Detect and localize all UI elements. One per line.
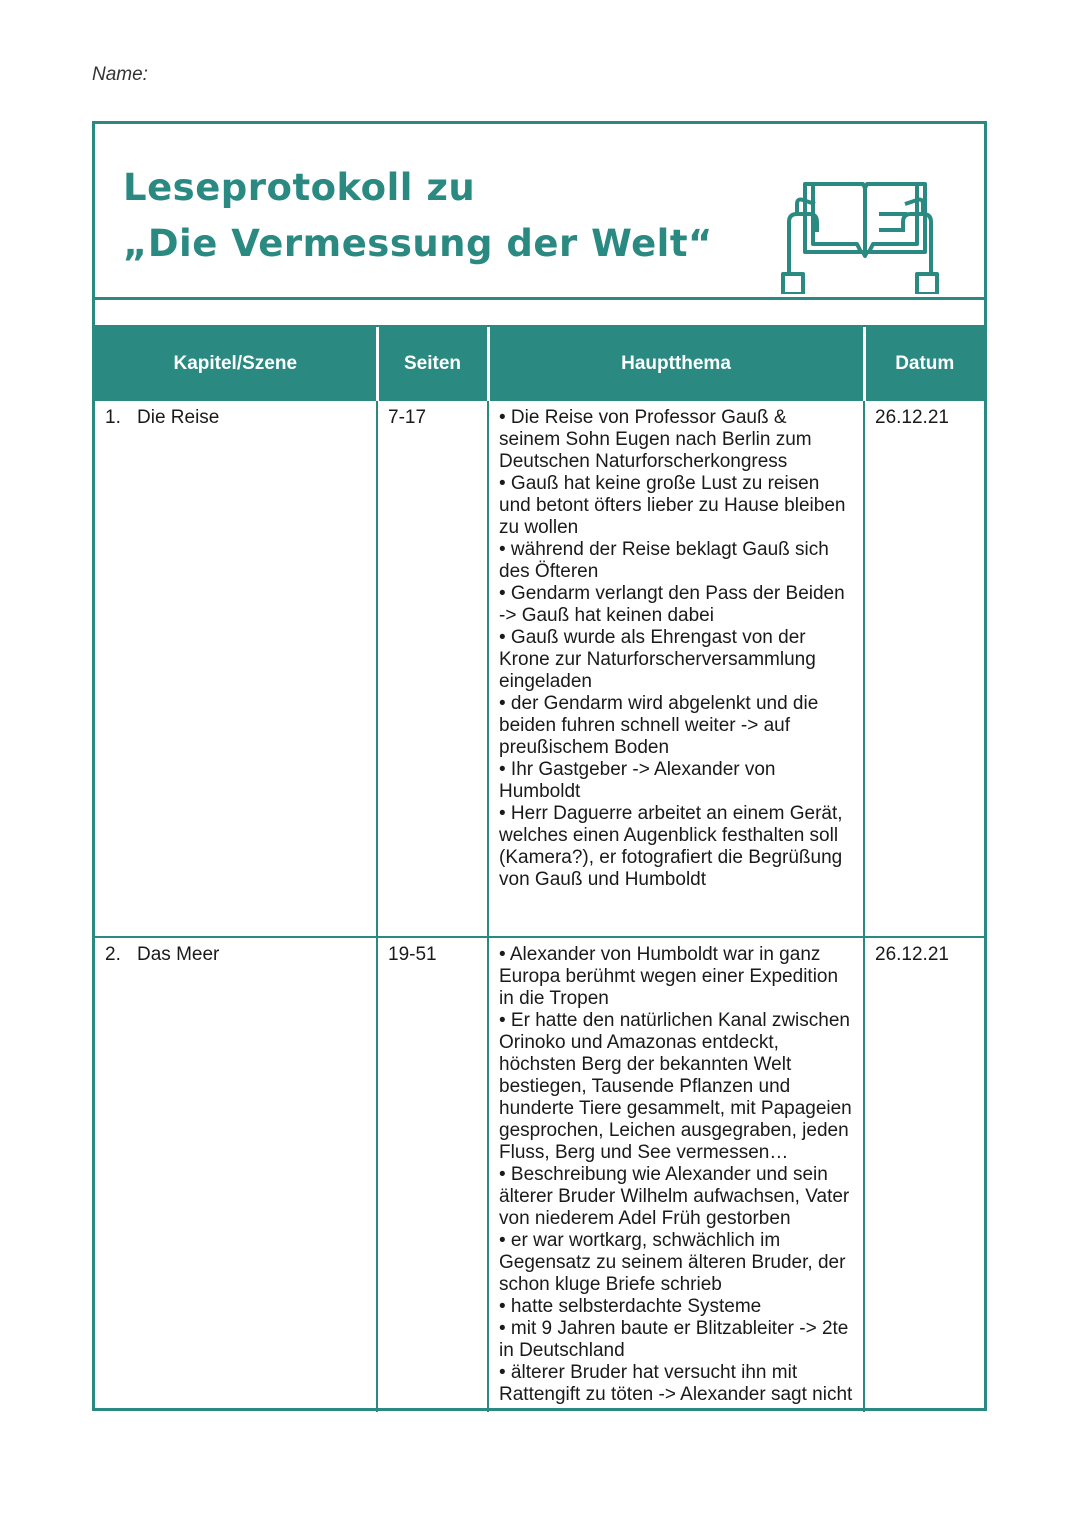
pages-cell: 7-17 [377,401,488,937]
protocol-frame [92,121,987,1411]
theme-bullet: • Gendarm verlangt den Pass der Beiden -> Gauß hat keinen dabei [499,583,845,626]
table-header-row [95,327,984,401]
theme-bullet: • Gauß hat keine große Lust zu reisen und betont öfters lieber zu Hause bleiben zu wollen [499,473,846,538]
header-theme: Hauptthema [488,327,864,401]
header [95,124,984,300]
theme-bullet: • hatte selbsterdachte Systeme [499,1296,762,1317]
page-title [123,160,713,272]
theme-bullet: • Alexander von Humboldt war in ganz Europa berühmt wegen einer Expedition in die Tropen [499,944,839,1009]
chapter-cell [95,937,377,1412]
theme-bullet: • Herr Daguerre arbeitet an einem Gerät, welches einen Augenblick festhalten soll (Kamera?), er fotografiert die Begrüßung von Gauß und Humboldt [499,803,843,890]
title-line-2: „Die Vermessung der Welt“ [123,222,713,265]
theme-cell [488,937,864,1412]
header-date: Datum [864,327,984,401]
header-pages: Seiten [377,327,488,401]
table-row [95,401,984,937]
header-spacer [95,297,984,327]
theme-cell [488,401,864,937]
theme-bullet: • Die Reise von Professor Gauß & seinem Sohn Eugen nach Berlin zum Deutschen Naturforscherkongress [499,407,812,472]
theme-bullet: • Beschreibung wie Alexander und sein älterer Bruder Wilhelm aufwachsen, Vater von niederem Adel Früh gestorben [499,1164,850,1229]
reading-book-icon [775,174,945,294]
date-cell: 26.12.21 [864,401,984,937]
name-label: Name: [92,64,148,85]
theme-bullet: • Er hatte den natürlichen Kanal zwischen Orinoko und Amazonas entdeckt, höchsten Berg der bekannten Welt bestiegen, Tausende Pflanzen und hunderte Tiere gesammelt, mit Papageien gesprochen, Leichen ausgegraben, jeden Fluss, Berg und See vermessen… [499,1010,852,1163]
title-line-1: Leseprotokoll zu [123,166,476,209]
chapter-title: Die Reise [137,407,220,428]
theme-bullet: • Ihr Gastgeber -> Alexander von Humboldt [499,759,776,802]
pages-cell: 19-51 [377,937,488,1412]
chapter-cell [95,401,377,937]
chapter-title: Das Meer [137,944,220,965]
table-row [95,937,984,1412]
theme-bullet: • Gauß wurde als Ehrengast von der Krone zur Naturforscherversammlung eingeladen [499,627,816,692]
chapter-number: 2. [105,944,121,965]
theme-bullet: • älterer Bruder hat versucht ihn mit Rattengift zu töten -> Alexander sagt nicht [499,1362,853,1405]
chapter-number: 1. [105,407,121,428]
theme-bullet: • der Gendarm wird abgelenkt und die beiden fuhren schnell weiter -> auf preußischem Boden [499,693,819,758]
theme-bullet: • er war wortkarg, schwächlich im Gegensatz zu seinem älteren Bruder, der schon kluge Briefe schrieb [499,1230,846,1295]
theme-bullet: • während der Reise beklagt Gauß sich des Öfteren [499,539,829,582]
date-cell: 26.12.21 [875,944,949,965]
reading-log-table [95,327,984,1412]
header-chapter: Kapitel/Szene [95,327,377,401]
theme-bullet: • mit 9 Jahren baute er Blitzableiter -> 2te in Deutschland [499,1318,849,1361]
